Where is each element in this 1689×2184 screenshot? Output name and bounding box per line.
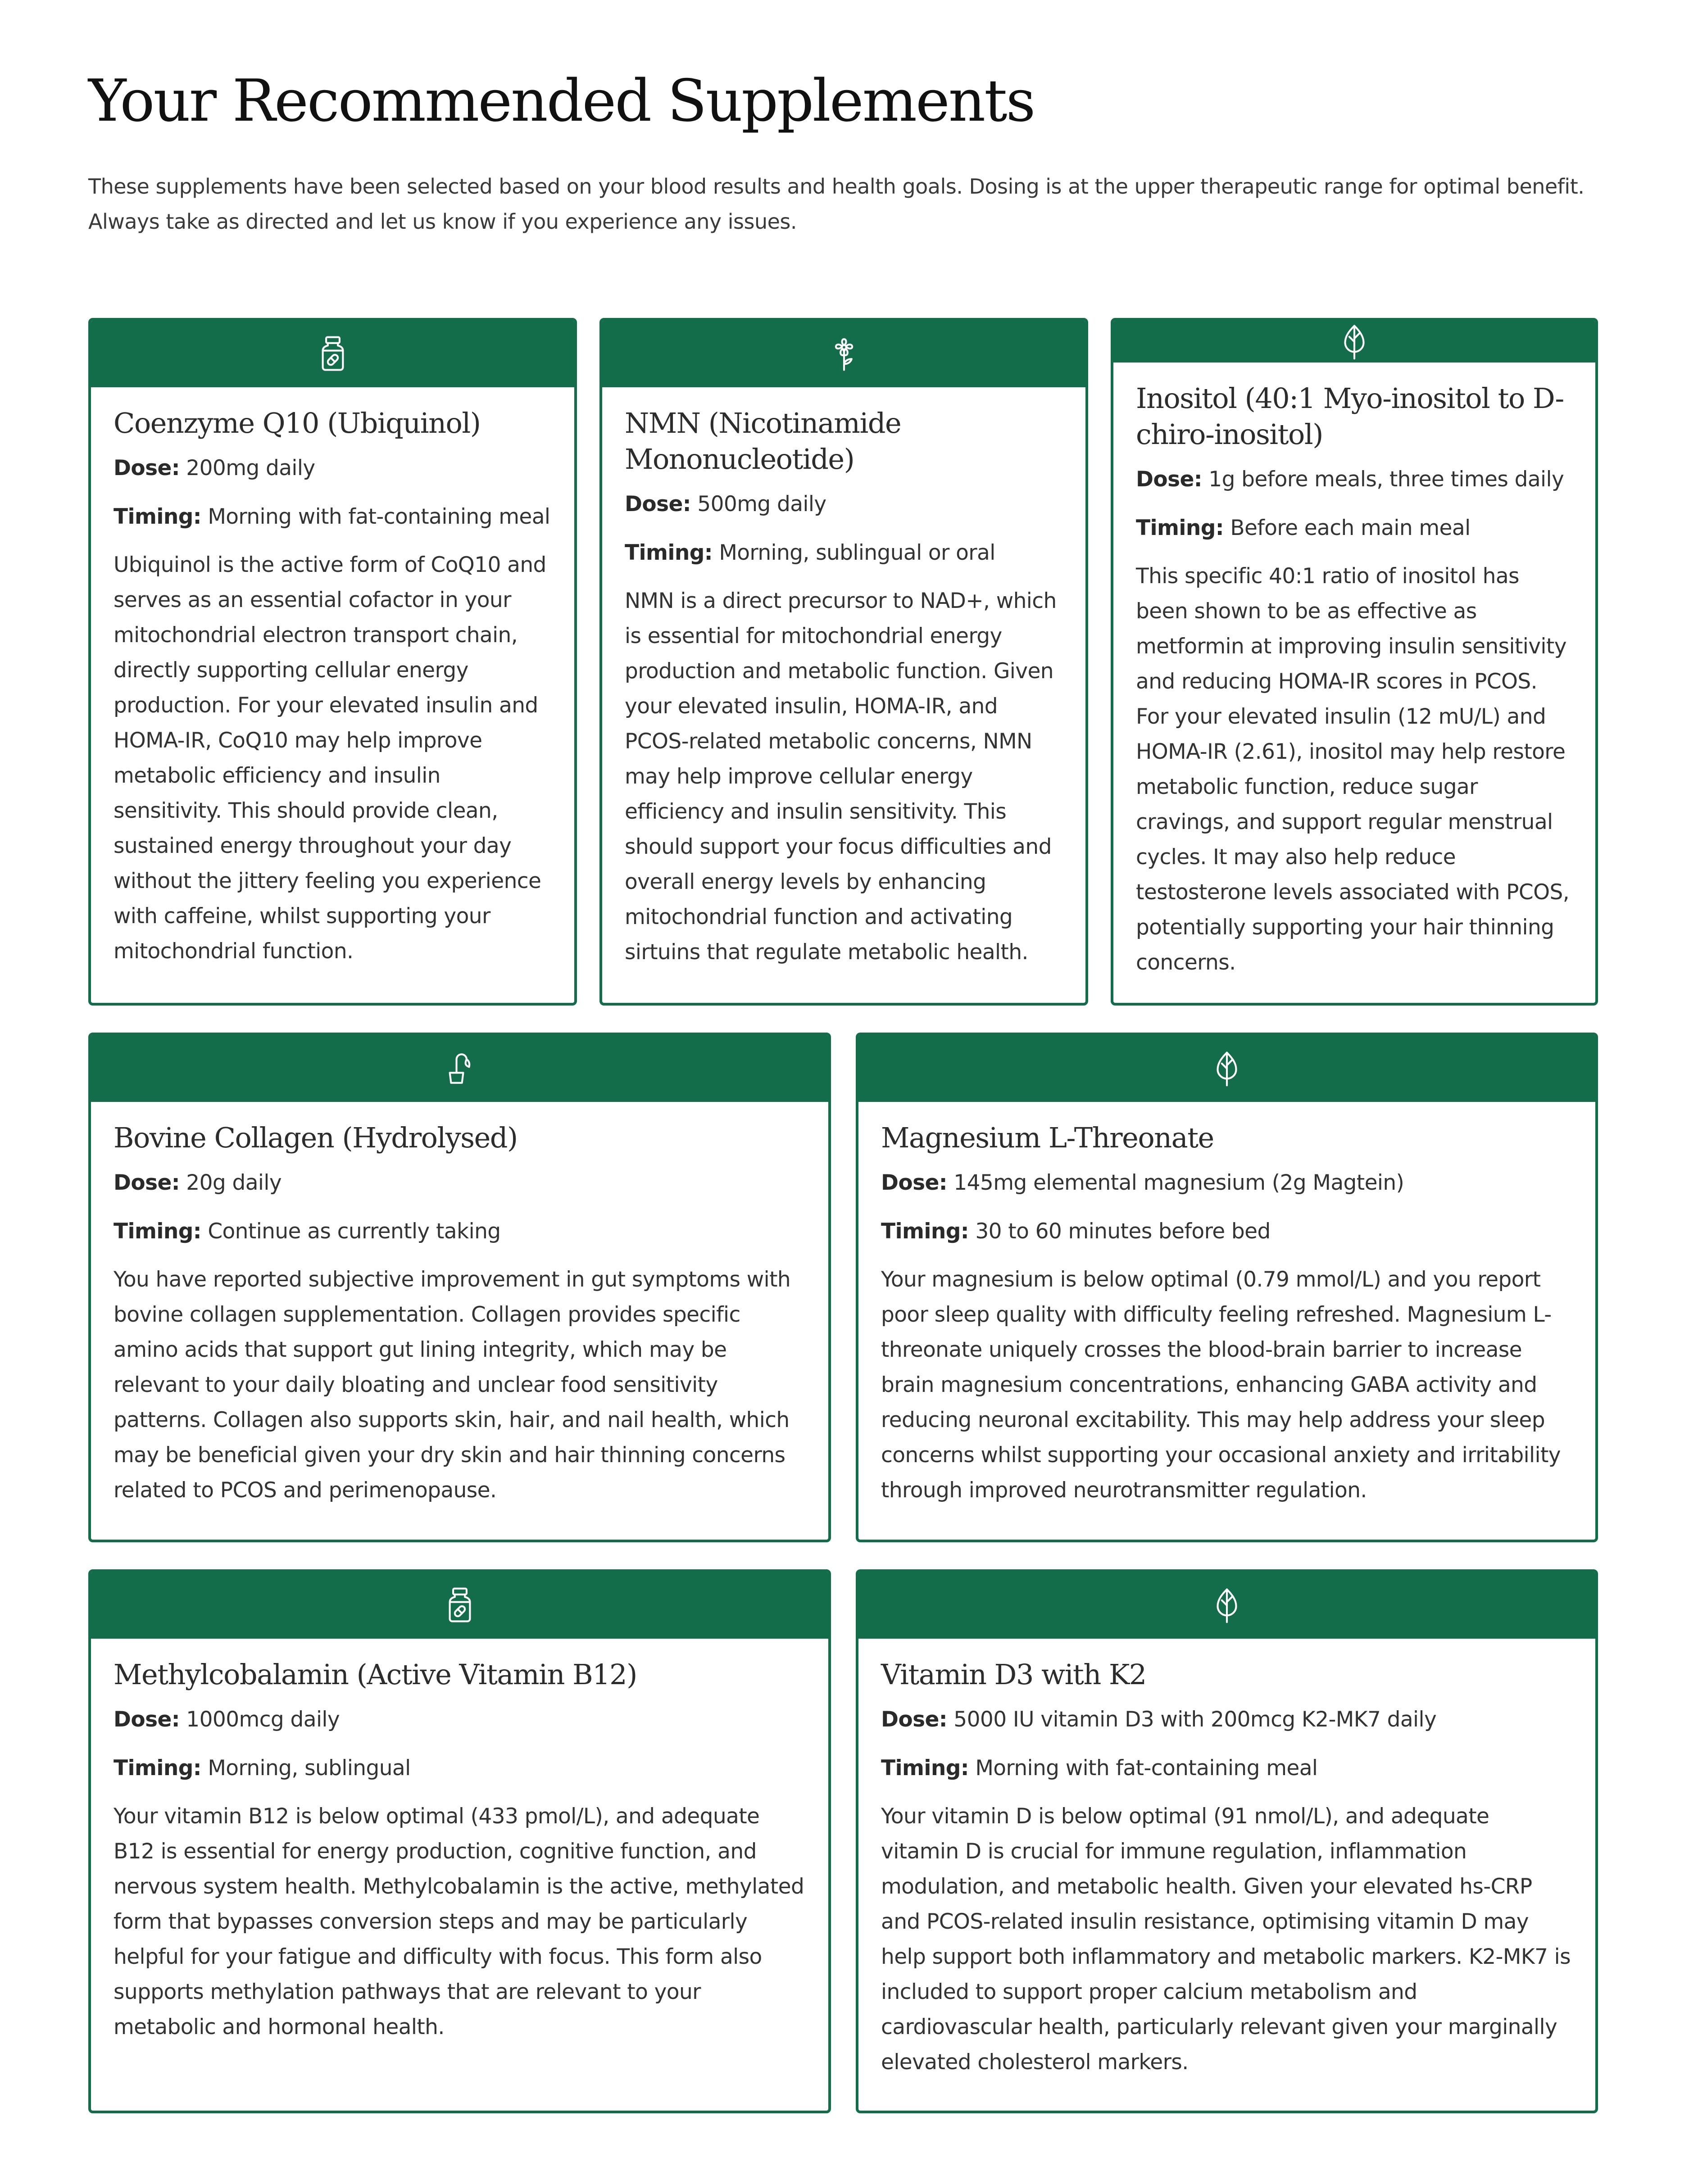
supplement-name: Magnesium L-Threonate (881, 1121, 1214, 1154)
dose-value: 145mg elemental magnesium (2g Magtein) (953, 1170, 1404, 1195)
dose-label: Dose: (881, 1707, 947, 1732)
timing-label: Timing: (114, 1756, 201, 1781)
supplement-card-inositol (1111, 318, 1598, 1006)
card-header (858, 1572, 1595, 1639)
timing-label: Timing: (114, 1219, 201, 1244)
dose-value: 200mg daily (186, 456, 315, 480)
supplement-dose (114, 1702, 806, 1738)
supplement-timing (881, 1214, 1573, 1250)
supplement-row-2 (88, 1033, 1601, 1542)
supplement-row-1 (88, 318, 1601, 1006)
leaf-icon (1210, 1050, 1244, 1087)
supplement-card-nmn (599, 318, 1088, 1006)
timing-label: Timing: (114, 504, 201, 529)
supplement-dose (881, 1702, 1573, 1738)
supplement-card-vitamin-d3-k2 (856, 1569, 1598, 2113)
supplement-timing (114, 1750, 806, 1786)
supplement-description: Your vitamin D is below optimal (91 nmol/L), and adequate vitamin D is crucial for immune regulation, inflammation modulation, and metabolic health. Given your elevated hs-CRP and PCOS-related insulin resistance, optimising vitamin D may help support both inflammatory and metabolic markers. K2-MK7 is included to support proper calcium metabolism and cardiovascular health, particularly relevant given your marginally elevated cholesterol markers. (881, 1804, 1571, 2075)
supplement-description: This specific 40:1 ratio of inositol has been shown to be as effective as metformin at improving insulin sensitivity and reducing HOMA-IR scores in PCOS. For your elevated insulin (12 mU/L) and HOMA-IR (2.61), inositol may help restore metabolic function, reduce sugar cravings, and support regular menstrual cycles. It may also help reduce testosterone levels associated with PCOS, potentially supporting your hair thinning concerns. (1136, 564, 1570, 975)
supplement-timing (881, 1750, 1573, 1786)
card-header (1113, 321, 1595, 362)
timing-label: Timing: (881, 1219, 969, 1244)
supplement-timing (625, 535, 1063, 571)
dose-value: 1000mcg daily (186, 1707, 340, 1732)
timing-value: Morning, sublingual (208, 1756, 411, 1781)
supplement-description: Your vitamin B12 is below optimal (433 pmol/L), and adequate B12 is essential for energy production, cognitive function, and nervous system health. Methylcobalamin is the active, methylated form that bypasses conversion steps and may be particularly helpful for your fatigue and difficulty with focus. This form also supports methylation pathways that are relevant to your metabolic and hormonal health. (114, 1804, 804, 2039)
supplement-description: NMN is a direct precursor to NAD+, which is essential for mitochondrial energy production and metabolic function. Given your elevated insulin, HOMA-IR, and PCOS-related metabolic concerns, NMN may help improve cellular energy efficiency and insulin sensitivity. This should support your focus difficulties and overall energy levels by enhancing mitochondrial function and activating sirtuins that regulate metabolic health. (625, 589, 1057, 965)
supplement-name: Methylcobalamin (Active Vitamin B12) (114, 1658, 637, 1691)
dose-value: 20g daily (186, 1170, 282, 1195)
supplement-dose (114, 450, 552, 486)
dose-label: Dose: (114, 456, 180, 480)
timing-label: Timing: (1136, 516, 1224, 540)
card-header (858, 1035, 1595, 1102)
pill-bottle-icon (316, 335, 350, 372)
flower-icon (827, 335, 861, 372)
supplement-name: Bovine Collagen (Hydrolysed) (114, 1121, 518, 1154)
card-header (91, 1035, 828, 1102)
supplement-card-coq10 (88, 318, 577, 1006)
supplement-name: NMN (Nicotinamide Mononucleotide) (625, 407, 901, 476)
dose-label: Dose: (625, 492, 691, 517)
supplement-card-collagen (88, 1033, 831, 1542)
supplement-timing (114, 1214, 806, 1250)
timing-value: Morning with fat-containing meal (975, 1756, 1318, 1781)
supplement-description: Your magnesium is below optimal (0.79 mmol/L) and you report poor sleep quality with difficulty feeling refreshed. Magnesium L-threonate uniquely crosses the blood-brain barrier to increase brain magnesium concentrations, enhancing GABA activity and reducing neuronal excitability. This may help address your sleep concerns whilst supporting your occasional anxiety and irritability through improved neurotransmitter regulation. (881, 1267, 1561, 1503)
dose-label: Dose: (1136, 467, 1202, 492)
leaf-icon (1210, 1587, 1244, 1624)
dose-value: 500mg daily (697, 492, 826, 517)
dose-label: Dose: (881, 1170, 947, 1195)
supplement-card-b12 (88, 1569, 831, 2113)
supplement-timing (114, 499, 552, 535)
supplement-dose (1136, 462, 1573, 498)
supplement-description: Ubiquinol is the active form of CoQ10 and serves as an essential cofactor in your mitochondrial electron transport chain, directly supporting cellular energy production. For your elevated insulin and HOMA-IR, CoQ10 may help improve metabolic efficiency and insulin sensitivity. This should provide clean, sustained energy throughout your day without the jittery feeling you experience with caffeine, whilst supporting your mitochondrial function. (114, 553, 546, 964)
card-header (602, 321, 1085, 387)
timing-label: Timing: (625, 540, 713, 565)
card-header (91, 321, 574, 387)
card-header (91, 1572, 828, 1639)
supplement-dose (881, 1165, 1573, 1201)
supplement-dose (114, 1165, 806, 1201)
supplement-name: Inositol (40:1 Myo-inositol to D-chiro-inositol) (1136, 382, 1564, 451)
timing-value: Morning, sublingual or oral (719, 540, 995, 565)
timing-label: Timing: (881, 1756, 969, 1781)
dose-label: Dose: (114, 1170, 180, 1195)
timing-value: Morning with fat-containing meal (208, 504, 550, 529)
supplement-dose (625, 486, 1063, 522)
pill-bottle-icon (443, 1587, 477, 1624)
potted-plant-icon (443, 1050, 477, 1087)
dose-value: 1g before meals, three times daily (1208, 467, 1564, 492)
leaf-icon (1337, 323, 1371, 360)
page-intro: These supplements have been selected based on your blood results and health goals. Dosing is at the upper therapeutic range for optimal benefit. Always take as directed and let us know if you experience any issues. (88, 174, 1585, 234)
timing-value: Continue as currently taking (208, 1219, 501, 1244)
supplement-row-3 (88, 1569, 1601, 2113)
supplement-timing (1136, 510, 1573, 546)
supplement-description: You have reported subjective improvement in gut symptoms with bovine collagen supplementation. Collagen provides specific amino acids that support gut lining integrity, which may be relevant to your daily bloating and unclear food sensitivity patterns. Collagen also supports skin, hair, and nail health, which may be beneficial given your dry skin and hair thinning concerns related to PCOS and perimenopause. (114, 1267, 791, 1503)
dose-value: 5000 IU vitamin D3 with 200mcg K2-MK7 daily (953, 1707, 1437, 1732)
page-title: Your Recommended Supplements (88, 68, 1035, 135)
supplement-name: Coenzyme Q10 (Ubiquinol) (114, 407, 481, 440)
dose-label: Dose: (114, 1707, 180, 1732)
timing-value: 30 to 60 minutes before bed (975, 1219, 1271, 1244)
timing-value: Before each main meal (1230, 516, 1471, 540)
supplement-name: Vitamin D3 with K2 (881, 1658, 1146, 1691)
supplement-card-magnesium (856, 1033, 1598, 1542)
